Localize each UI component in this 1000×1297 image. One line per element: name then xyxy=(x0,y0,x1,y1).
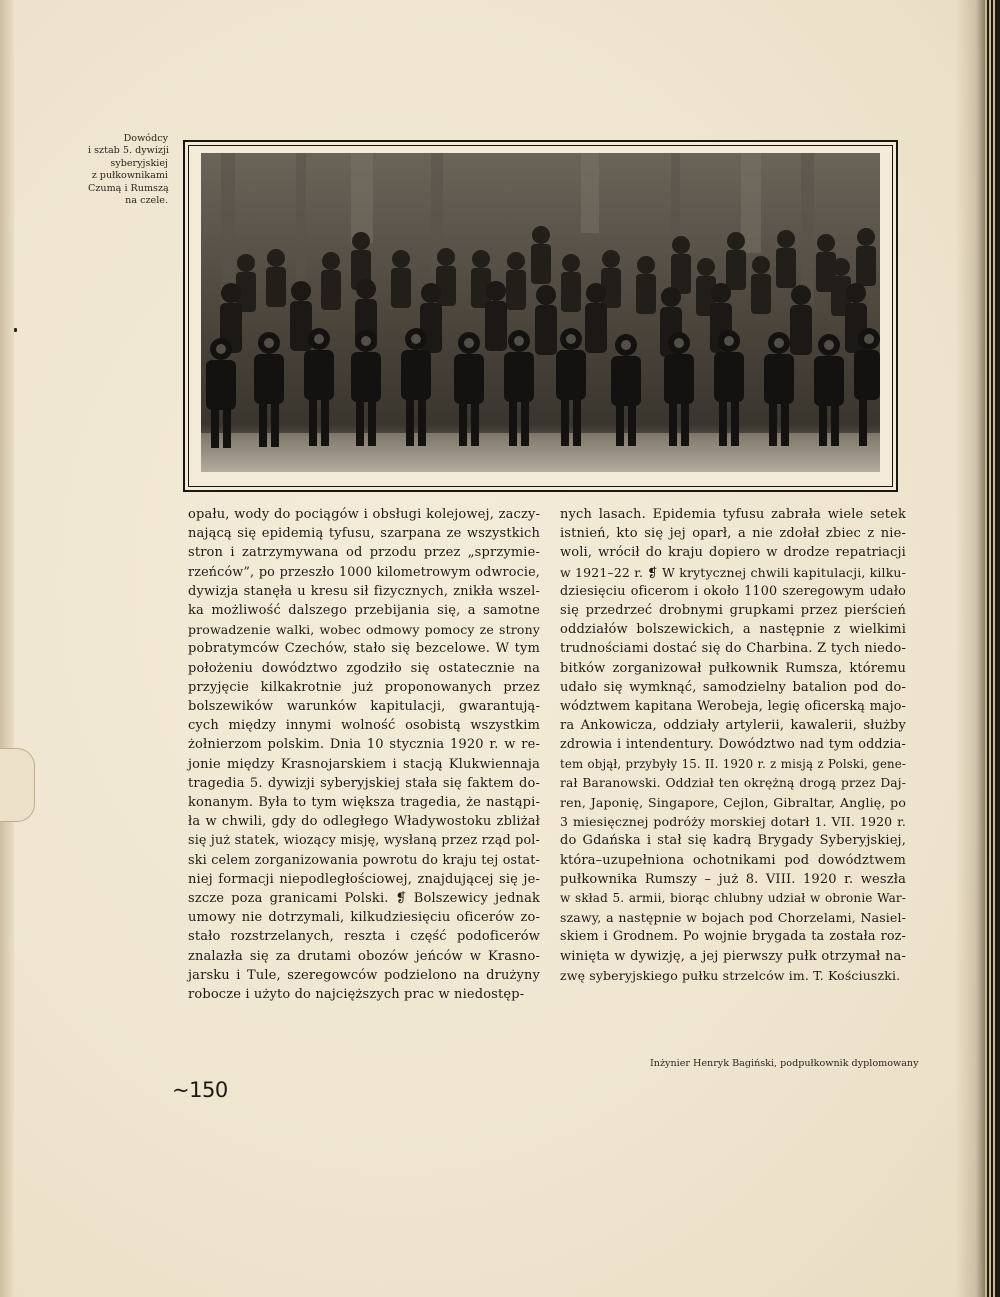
text-line: winięta w dywizję, a jej pierwszy pułk otrzymał na- xyxy=(560,948,906,964)
text-line: ka możliwość dalszego przebijania się, a samotne xyxy=(188,603,540,619)
text-line: woli, wrócił do kraju dopiero w drodze repatriacji xyxy=(560,545,906,561)
text-line: nych lasach. Epidemia tyfusu zabrała wiele setek xyxy=(560,507,906,522)
page-gutter xyxy=(0,0,14,1297)
text-line: się już statek, wiozący misję, wysłaną przez rząd pol- xyxy=(188,833,540,849)
text-line: w 1921–22 r. ❡ W krytycznej chwili kapitulacji, kilku- xyxy=(560,564,906,580)
text-line: 3 miesięcznej podróży morskiej dotarł 1. VII. 1920 r. xyxy=(560,814,906,830)
text-line: położeniu dowództwo zgodziło się ostatecznie na xyxy=(188,660,540,676)
group-portrait-icon xyxy=(201,153,880,472)
caption-line: syberyjskiej xyxy=(110,157,168,169)
text-column-left xyxy=(188,505,540,1004)
text-line: bitków zorganizował pułkownik Rumsza, któremu xyxy=(560,660,906,676)
text-line: dywizja stanęła u kresu sił fizycznych, znikła wszel- xyxy=(188,583,540,599)
caption-line: na czele. xyxy=(125,195,168,207)
text-line: w skład 5. armii, biorąc chlubny udział w obronie War- xyxy=(560,891,906,906)
text-line: jonie między Krasnojarskiem i stacją Klukwiennaja xyxy=(188,756,540,772)
caption-line: i sztab 5. dywizji xyxy=(88,145,170,157)
text-line: jarsku i Tule, szeregowców podzielono na drużyny xyxy=(188,967,540,983)
text-line: się przedrzeć drobnymi grupkami przez pierścień xyxy=(560,603,906,619)
text-line: szcze poza granicami Polski. ❡ Bolszewicy jednak xyxy=(188,891,540,907)
text-line: cych między innymi wolność osobistą wszystkim xyxy=(188,718,540,734)
text-line: żołnierzom polskim. Dnia 10 stycznia 1920 r. w re- xyxy=(188,737,540,753)
photo-caption xyxy=(88,133,168,207)
text-line: do Gdańska i stał się kadrą Brygady Syberyjskiej, xyxy=(560,833,906,849)
text-line: stron i zatrzymywana od przodu przez „sprzymie- xyxy=(188,545,540,561)
text-line: pobratymców Czechów, stało się bezcelowe. W tym xyxy=(188,641,540,657)
page-stack-edge xyxy=(993,0,995,1297)
text-line: konanym. Była to tym większa tragedia, że nastąpi- xyxy=(188,795,540,811)
text-line: udało się wymknąć, samodzielny batalion pod do- xyxy=(560,679,906,695)
text-column-right xyxy=(560,505,906,985)
text-line: która–uzupełniona ochotnikami pod dowództwem xyxy=(560,852,906,868)
text-line: istnień, kto się jej oparł, a nie zdołał zbiec z nie- xyxy=(560,526,906,542)
text-line: trudnościami dostać się do Charbina. Z tych niedo- xyxy=(560,641,906,657)
text-line: rał Baranowski. Oddział ten okrężną drogą przez Daj- xyxy=(560,775,906,790)
text-line: nającą się epidemią tyfusu, szarpana ze wszystkich xyxy=(188,526,540,542)
text-line: zwę syberyjskiego pułku strzelców im. T. Kościuszki. xyxy=(560,967,901,983)
text-line: niej formacji niepodległościowej, znajdującej się je- xyxy=(188,871,540,887)
text-line: umowy nie dotrzymali, kilkudziesięciu oficerów zo- xyxy=(188,910,540,926)
ink-speck xyxy=(14,328,17,332)
group-portrait-photo xyxy=(201,153,880,472)
text-line: ski celem zorganizowania powrotu do kraju tej ostat- xyxy=(188,852,540,868)
text-line: oddziałów bolszewickich, a następnie z wielkimi xyxy=(560,622,906,638)
text-line: pułkownika Rumszy – już 8. VIII. 1920 r. weszła xyxy=(560,871,906,887)
text-line: opału, wody do pociągów i obsługi kolejowej, zaczy- xyxy=(188,507,540,522)
page-stack-edge xyxy=(989,0,991,1297)
caption-line: z pułkownikami xyxy=(91,170,168,182)
text-line: zdrowia i intendentury. Dowództwo nad tym oddzia- xyxy=(560,737,906,753)
text-line: dziesięciu oficerom i około 1100 szeregowym udało xyxy=(560,583,906,599)
caption-line: Czumą i Rumszą xyxy=(88,182,169,194)
text-line: wództwem kapitana Werobeja, legię oficerską majo- xyxy=(560,699,906,715)
text-line: przyjęcie kilkakrotnie już proponowanych przez xyxy=(188,679,540,695)
text-line: ła w chwili, gdy do odległego Władywostoku zbliżał xyxy=(188,814,540,830)
text-line: skiem i Grodnem. Po wojnie brygada ta została roz- xyxy=(560,929,906,945)
text-line: prowadzenie walki, wobec odmowy pomocy ze strony xyxy=(188,622,540,638)
text-line: ra Ankowicza, oddziały artylerii, kawalerii, służby xyxy=(560,718,906,734)
text-line: stało rozstrzelanych, reszta i część podoficerów xyxy=(188,929,540,945)
text-line: szawy, a następnie w bojach pod Chorzelami, Nasiel- xyxy=(560,910,906,926)
thumb-index-notch xyxy=(0,748,35,822)
text-line: robocze i użyto do najcięższych prac w niedostęp- xyxy=(188,987,525,1003)
text-line: ren, Japonię, Singapore, Cejlon, Gibraltar, Anglię, po xyxy=(560,795,906,811)
page-curl-shadow xyxy=(955,0,985,1297)
caption-line: Dowódcy xyxy=(123,133,168,144)
text-line: bolszewików warunków kapitulacji, gwarantują- xyxy=(188,699,540,715)
text-line: tem objął, przybyły 15. II. 1920 r. z misją z Polski, gene- xyxy=(560,756,906,771)
text-line: znalazła się za drutami obozów jeńców w Krasno- xyxy=(188,948,540,964)
text-line: tragedia 5. dywizji syberyjskiej stała się faktem do- xyxy=(188,775,540,791)
author-signature: Inżynier Henryk Bagiński, podpułkownik dyplomowany xyxy=(650,1058,919,1069)
photo-frame xyxy=(183,140,898,492)
text-line: rzeńców”, po przeszło 1000 kilometrowym odwrocie, xyxy=(188,564,540,580)
page-number: ~150 xyxy=(172,1078,228,1102)
page-stack-edge xyxy=(985,0,987,1297)
